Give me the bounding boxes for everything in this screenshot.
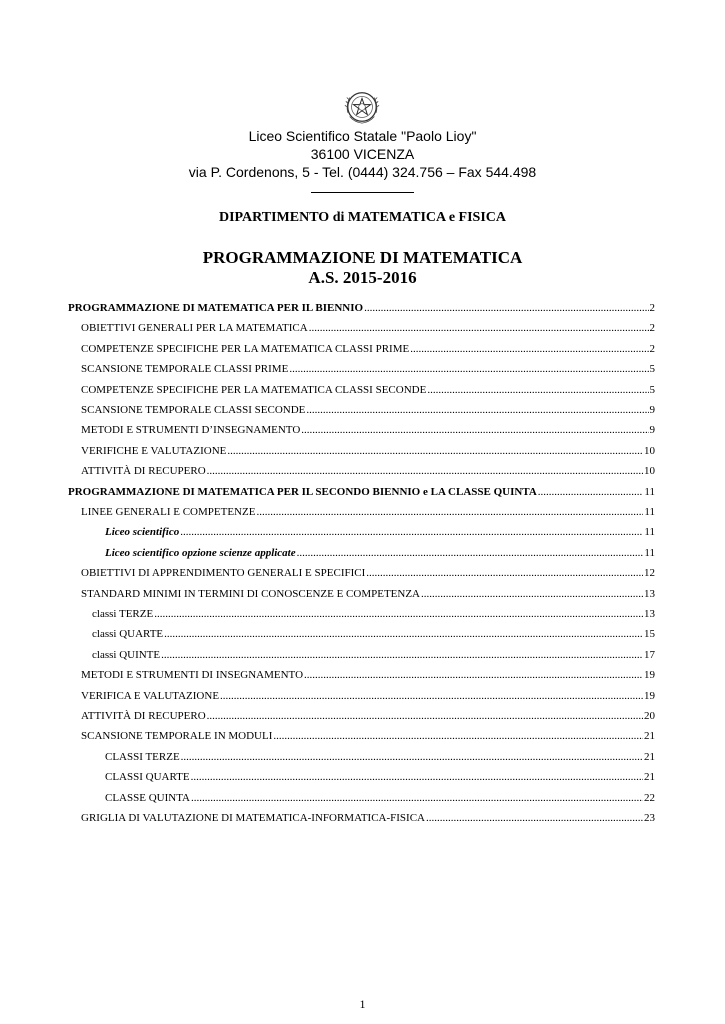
toc-leader-dots: [180, 525, 643, 539]
toc-entry[interactable]: [105, 525, 655, 539]
toc-entry-title: classi QUARTE: [92, 628, 164, 640]
toc-entry-page: 19: [644, 690, 655, 702]
toc-leader-dots: [289, 362, 648, 376]
page-number: 1: [359, 997, 366, 1011]
toc-entry-title: METODI E STRUMENTI D’INSEGNAMENTO: [81, 424, 301, 436]
italian-republic-emblem-icon: [343, 88, 381, 126]
toc-entry-page: 11: [644, 526, 655, 538]
toc-leader-dots: [309, 321, 649, 335]
toc-entry[interactable]: [81, 342, 655, 356]
toc-entry-title: ATTIVITÀ DI RECUPERO: [81, 710, 206, 722]
toc-entry[interactable]: [105, 750, 655, 764]
toc-entry-page: 2: [649, 322, 655, 334]
toc-entry-page: 11: [644, 506, 655, 518]
toc-entry-title: OBIETTIVI GENERALI PER LA MATEMATICA: [81, 322, 308, 334]
toc-leader-dots: [164, 627, 643, 641]
toc-entry[interactable]: [81, 709, 655, 723]
toc-entry-page: 9: [649, 404, 655, 416]
toc-entry[interactable]: [81, 423, 655, 437]
toc-entry-page: 13: [644, 608, 655, 620]
toc-entry[interactable]: [81, 505, 655, 519]
school-year: A.S. 2015-2016: [308, 268, 417, 287]
toc-entry-page: 20: [644, 710, 655, 722]
toc-leader-dots: [538, 485, 644, 499]
toc-leader-dots: [410, 342, 648, 356]
toc-entry[interactable]: [81, 729, 655, 743]
toc-entry-page: 11: [644, 547, 655, 559]
toc-leader-dots: [161, 648, 643, 662]
toc-entry-title: OBIETTIVI DI APPRENDIMENTO GENERALI E SPECIFICI: [81, 567, 366, 579]
toc-entry-title: COMPETENZE SPECIFICHE PER LA MATEMATICA CLASSI SECONDE: [81, 384, 427, 396]
toc-leader-dots: [306, 403, 648, 417]
toc-entry[interactable]: [81, 689, 655, 703]
toc-entry-title: classi TERZE: [92, 608, 154, 620]
toc-entry-title: Liceo scientifico opzione scienze applicate: [105, 547, 296, 559]
toc-entry[interactable]: [105, 791, 655, 805]
toc-entry-title: PROGRAMMAZIONE DI MATEMATICA PER IL SECONDO BIENNIO e LA CLASSE QUINTA: [68, 486, 537, 498]
toc-entry[interactable]: [81, 362, 655, 376]
toc-leader-dots: [421, 587, 643, 601]
toc-entry[interactable]: [92, 648, 655, 662]
toc-entry-page: 23: [644, 812, 655, 824]
toc-leader-dots: [256, 505, 643, 519]
toc-leader-dots: [297, 546, 644, 560]
toc-entry-title: CLASSE QUINTA: [105, 792, 190, 804]
toc-entry-title: SCANSIONE TEMPORALE CLASSI PRIME: [81, 363, 289, 375]
toc-leader-dots: [154, 607, 643, 621]
toc-entry[interactable]: [105, 770, 655, 784]
toc-entry-title: SCANSIONE TEMPORALE CLASSI SECONDE: [81, 404, 306, 416]
toc-entry-title: CLASSI TERZE: [105, 751, 180, 763]
toc-entry-page: 12: [644, 567, 655, 579]
toc-entry-title: Liceo scientifico: [105, 526, 180, 538]
toc-entry[interactable]: [92, 627, 655, 641]
toc-leader-dots: [227, 444, 643, 458]
toc-entry-page: 21: [644, 730, 655, 742]
toc-entry-page: 19: [644, 669, 655, 681]
toc-entry-page: 11: [644, 486, 655, 498]
toc-entry-page: 10: [644, 445, 655, 457]
header-divider: [311, 192, 414, 193]
toc-entry-page: 9: [649, 424, 655, 436]
toc-entry-page: 21: [644, 771, 655, 783]
school-name: Liceo Scientifico Statale "Paolo Lioy": [248, 128, 477, 144]
toc-leader-dots: [207, 709, 643, 723]
toc-leader-dots: [207, 464, 643, 478]
toc-entry[interactable]: [105, 546, 655, 560]
toc-entry-page: 5: [649, 363, 655, 375]
toc-leader-dots: [191, 791, 643, 805]
toc-entry-page: 5: [649, 384, 655, 396]
toc-entry[interactable]: [81, 321, 655, 335]
toc-entry[interactable]: [81, 403, 655, 417]
toc-entry[interactable]: [81, 444, 655, 458]
toc-entry-title: STANDARD MINIMI IN TERMINI DI CONOSCENZE E COMPETENZA: [81, 588, 420, 600]
toc-entry[interactable]: [81, 566, 655, 580]
toc-entry-title: SCANSIONE TEMPORALE IN MODULI: [81, 730, 273, 742]
toc-entry[interactable]: [68, 485, 655, 499]
toc-entry-page: 2: [649, 343, 655, 355]
toc-entry-page: 15: [644, 628, 655, 640]
toc-entry-page: 21: [644, 751, 655, 763]
toc-leader-dots: [427, 383, 648, 397]
department-title: DIPARTIMENTO di MATEMATICA e FISICA: [218, 210, 507, 225]
toc-entry-title: VERIFICA E VALUTAZIONE: [81, 690, 220, 702]
school-city: 36100 VICENZA: [310, 146, 415, 162]
toc-entry-title: ATTIVITÀ DI RECUPERO: [81, 465, 206, 477]
toc-entry[interactable]: [81, 587, 655, 601]
toc-entry-page: 17: [644, 649, 655, 661]
toc-entry-page: 13: [644, 588, 655, 600]
toc-entry-page: 10: [644, 465, 655, 477]
toc-entry-title: VERIFICHE E VALUTAZIONE: [81, 445, 227, 457]
toc-entry[interactable]: [81, 464, 655, 478]
toc-leader-dots: [301, 423, 648, 437]
toc-entry[interactable]: [81, 811, 655, 825]
toc-entry-title: classi QUINTE: [92, 649, 161, 661]
toc-entry[interactable]: [81, 383, 655, 397]
toc-entry-title: LINEE GENERALI E COMPETENZE: [81, 506, 256, 518]
toc-entry[interactable]: [68, 301, 655, 315]
toc-entry-page: 2: [649, 302, 655, 314]
toc-leader-dots: [220, 689, 643, 703]
toc-entry-title: GRIGLIA DI VALUTAZIONE DI MATEMATICA-INFORMATICA-FISICA: [81, 812, 425, 824]
toc-entry-title: METODI E STRUMENTI DI INSEGNAMENTO: [81, 669, 304, 681]
toc-leader-dots: [364, 301, 648, 315]
toc-leader-dots: [304, 668, 643, 682]
document-title: PROGRAMMAZIONE DI MATEMATICA: [202, 248, 523, 267]
toc-leader-dots: [191, 770, 643, 784]
toc-leader-dots: [366, 566, 643, 580]
toc-leader-dots: [273, 729, 643, 743]
school-address: via P. Cordenons, 5 - Tel. (0444) 324.756 – Fax 544.498: [188, 164, 537, 180]
toc-leader-dots: [181, 750, 643, 764]
toc-leader-dots: [426, 811, 643, 825]
toc-entry-title: PROGRAMMAZIONE DI MATEMATICA PER IL BIENNIO: [68, 302, 364, 314]
toc-entry[interactable]: [81, 668, 655, 682]
toc-entry-page: 22: [644, 792, 655, 804]
toc-entry[interactable]: [92, 607, 655, 621]
toc-entry-title: COMPETENZE SPECIFICHE PER LA MATEMATICA CLASSI PRIME: [81, 343, 410, 355]
toc-entry-title: CLASSI QUARTE: [105, 771, 190, 783]
